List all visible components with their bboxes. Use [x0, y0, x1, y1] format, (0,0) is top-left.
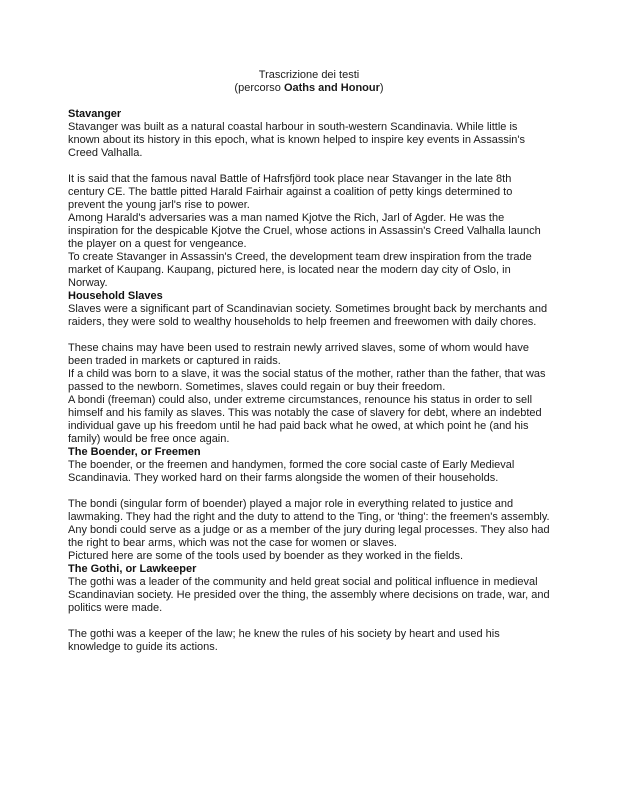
section-stavanger [68, 108, 550, 290]
paragraph: The gothi was a keeper of the law; he knew the rules of his society by heart and used his knowledge to guide its actions. [68, 628, 500, 653]
paragraph: A bondi (freeman) could also, under extreme circumstances, renounce his status in order to sell himself and his family as slaves. This was notably the case of slavery for debt, where an indebted individual gave up his freedom until he had paid back what he owed, at which point he (and his family) would be free once again. [68, 394, 542, 445]
section-heading: The Boender, or Freemen [68, 446, 201, 458]
paragraph: If a child was born to a slave, it was the social status of the mother, rather than the father, that was passed to the newborn. Sometimes, slaves could regain or buy their freedom. [68, 368, 546, 393]
paragraph: The boender, or the freemen and handymen, formed the core social caste of Early Medieval Scandinavia. They worked hard on their farms alongside the women of their households. [68, 459, 515, 484]
section-gothi-lawkeeper [68, 563, 550, 654]
paragraph-block [68, 459, 550, 485]
paragraph-block [68, 498, 550, 563]
paragraph: Stavanger was built as a natural coastal harbour in south-western Scandinavia. While little is known about its history in this epoch, what is known helped to inspire key events in Assassin's Creed Valhalla. [68, 121, 526, 159]
title-line-1: Trascrizione dei testi [258, 69, 360, 81]
paragraph: These chains may have been used to restrain newly arrived slaves, some of whom would have been traded in markets or captured in raids. [68, 342, 530, 367]
paragraph: To create Stavanger in Assassin's Creed, the development team drew inspiration from the trade market of Kaupang. Kaupang, pictured here, is located near the modern day city of Oslo, in Norway. [68, 251, 532, 289]
title-line-2-prefix: (percorso [234, 82, 284, 94]
paragraph: Among Harald's adversaries was a man named Kjotve the Rich, Jarl of Agder. He was the inspiration for the despicable Kjotve the Cruel, whose actions in Assassin's Creed Valhalla launch the player on a quest for vengeance. [68, 212, 541, 250]
paragraph-block [68, 173, 550, 290]
section-boender-freemen [68, 446, 550, 563]
paragraph: The gothi was a leader of the community and held great social and political influence in medieval Scandinavian society. He presided over the thing, the assembly where decisions on trade, war, and politics were made. [68, 576, 550, 614]
paragraph: Pictured here are some of the tools used by boender as they worked in the fields. [68, 550, 464, 562]
paragraph: Slaves were a significant part of Scandinavian society. Sometimes brought back by merchants and raiders, they were sold to wealthy households to help freemen and freewomen with daily chores. [68, 303, 548, 328]
paragraph: It is said that the famous naval Battle of Hafrsfjörd took place near Stavanger in the late 8th century CE. The battle pitted Harald Fairhair against a coalition of petty kings determined to prevent the young jarl's rise to power. [68, 173, 513, 211]
paragraph-block [68, 121, 550, 160]
paragraph-block [68, 303, 550, 329]
section-household-slaves [68, 290, 550, 446]
section-heading: Stavanger [68, 108, 122, 120]
section-heading: The Gothi, or Lawkeeper [68, 563, 197, 575]
title-course-name: Oaths and Honour [283, 82, 380, 94]
paragraph: The bondi (singular form of boender) played a major role in everything related to justice and lawmaking. They had the right and the duty to attend to the Ting, or 'thing': the freemen's assembly. Any bondi could serve as a judge or as a member of the jury during legal processes. They also had the right to bear arms, which was not the case for women or slaves. [68, 498, 550, 549]
section-heading: Household Slaves [68, 290, 163, 302]
document-title [68, 69, 550, 95]
paragraph-block [68, 342, 550, 446]
paragraph-block [68, 628, 550, 654]
paragraph-block [68, 576, 550, 615]
title-line-2 [68, 82, 550, 95]
title-line-2-suffix: ) [379, 82, 384, 94]
